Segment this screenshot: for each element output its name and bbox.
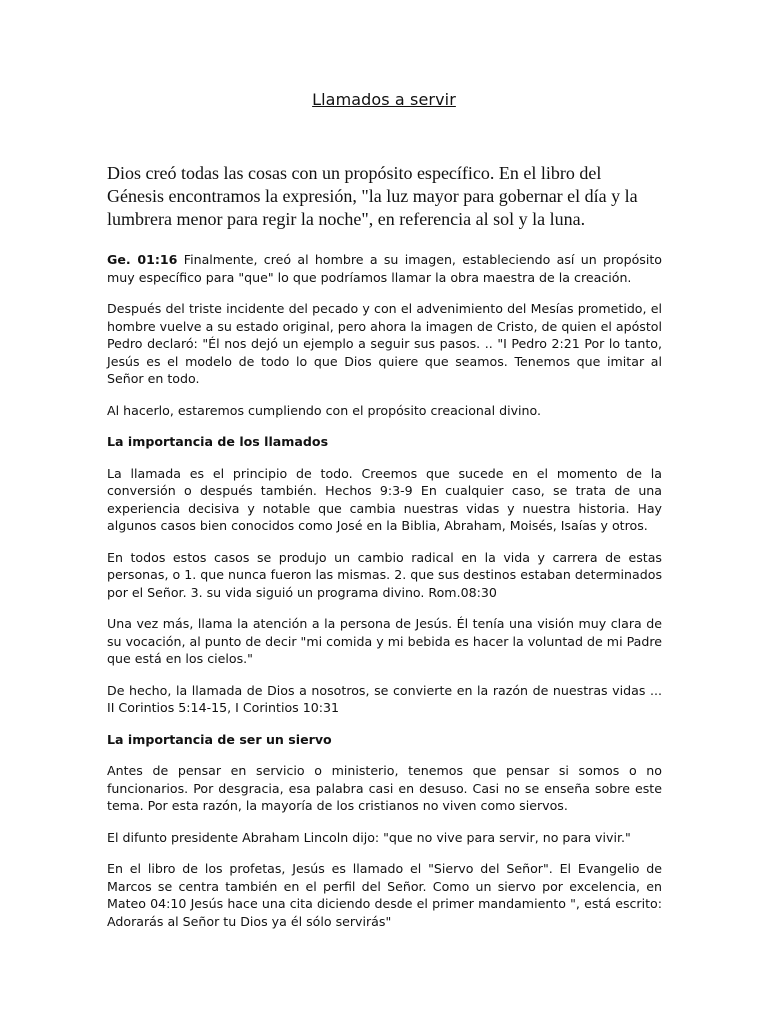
paragraph-siervo-senor: En el libro de los profetas, Jesús es llamado el "Siervo del Señor". El Evangelio de Marcos se centra también en el perfil del Señor. Como un siervo por excelencia, en Mateo 04:10 Jesús hace una cita diciendo desde el primer mandamiento ", está escrito: Adorarás al Señor tu Dios ya él sólo servirás"	[107, 861, 662, 929]
paragraph-proposito: Al hacerlo, estaremos cumpliendo con el propósito creacional divino.	[107, 402, 542, 418]
paragraph-cambio-radical: En todos estos casos se produjo un cambio radical en la vida y carrera de estas personas, o 1. que nunca fueron las mismas. 2. que sus destinos estaban determinados por el Señor. 3. su vida siguió un programa divino. Rom.08:30	[107, 549, 662, 600]
paragraph-text: Finalmente, creó al hombre a su imagen, estableciendo así un propósito muy específico para "que" lo que podríamos llamar la obra maestra de la creación.	[107, 252, 662, 285]
paragraph-mesias: Después del triste incidente del pecado y con el advenimiento del Mesías prometido, el hombre vuelve a su estado original, pero ahora la imagen de Cristo, de quien el apóstol Pedro declaró: "Él nos dejó un ejemplo a seguir sus pasos. .. "I Pedro 2:21 Por lo tanto, Jesús es el modelo de todo lo que Dios quiere que seamos. Tenemos que imitar al Señor en todo.	[107, 301, 662, 386]
paragraph-jesus-vocacion: Una vez más, llama la atención a la persona de Jesús. Él tenía una visión muy clara de su vocación, al punto de decir "mi comida y mi bebida es hacer la voluntad de mi Padre que está en los cielos."	[107, 616, 662, 666]
paragraph-servicio: Antes de pensar en servicio o ministerio, tenemos que pensar si somos o no funcionarios. Por desgracia, esa palabra casi en desuso. Casi no se enseña sobre este tema. Por esta razón, la mayoría de los cristianos no viven como siervos.	[107, 763, 662, 813]
document-body	[107, 162, 662, 944]
paragraph-razon-vidas: De hecho, la llamada de Dios a nosotros, se convierte en la razón de nuestras vidas ... II Corintios 5:14-15, I Corintios 10:31	[107, 682, 662, 715]
paragraph-genesis	[107, 251, 662, 286]
document-title: Llamados a servir	[312, 90, 456, 109]
section-heading-llamados: La importancia de los llamados	[107, 434, 329, 449]
scripture-reference: Ge. 01:16	[107, 252, 178, 267]
paragraph-llamada: La llamada es el principio de todo. Creemos que sucede en el momento de la conversión o después también. Hechos 9:3-9 En cualquier caso, se trata de una experiencia decisiva y notable que cambia nuestras vidas y nuestra historia. Hay algunos casos bien conocidos como José en la Biblia, Abraham, Moisés, Isaías y otros.	[107, 465, 662, 533]
section-heading-siervo: La importancia de ser un siervo	[107, 731, 332, 747]
intro-paragraph: Dios creó todas las cosas con un propósito específico. En el libro del Génesis encontramos la expresión, "la luz mayor para gobernar el día y la lumbrera menor para regir la noche", en referencia al sol y la luna.	[107, 163, 638, 229]
paragraph-lincoln: El difunto presidente Abraham Lincoln dijo: "que no vive para servir, no para vivir."	[107, 829, 631, 845]
